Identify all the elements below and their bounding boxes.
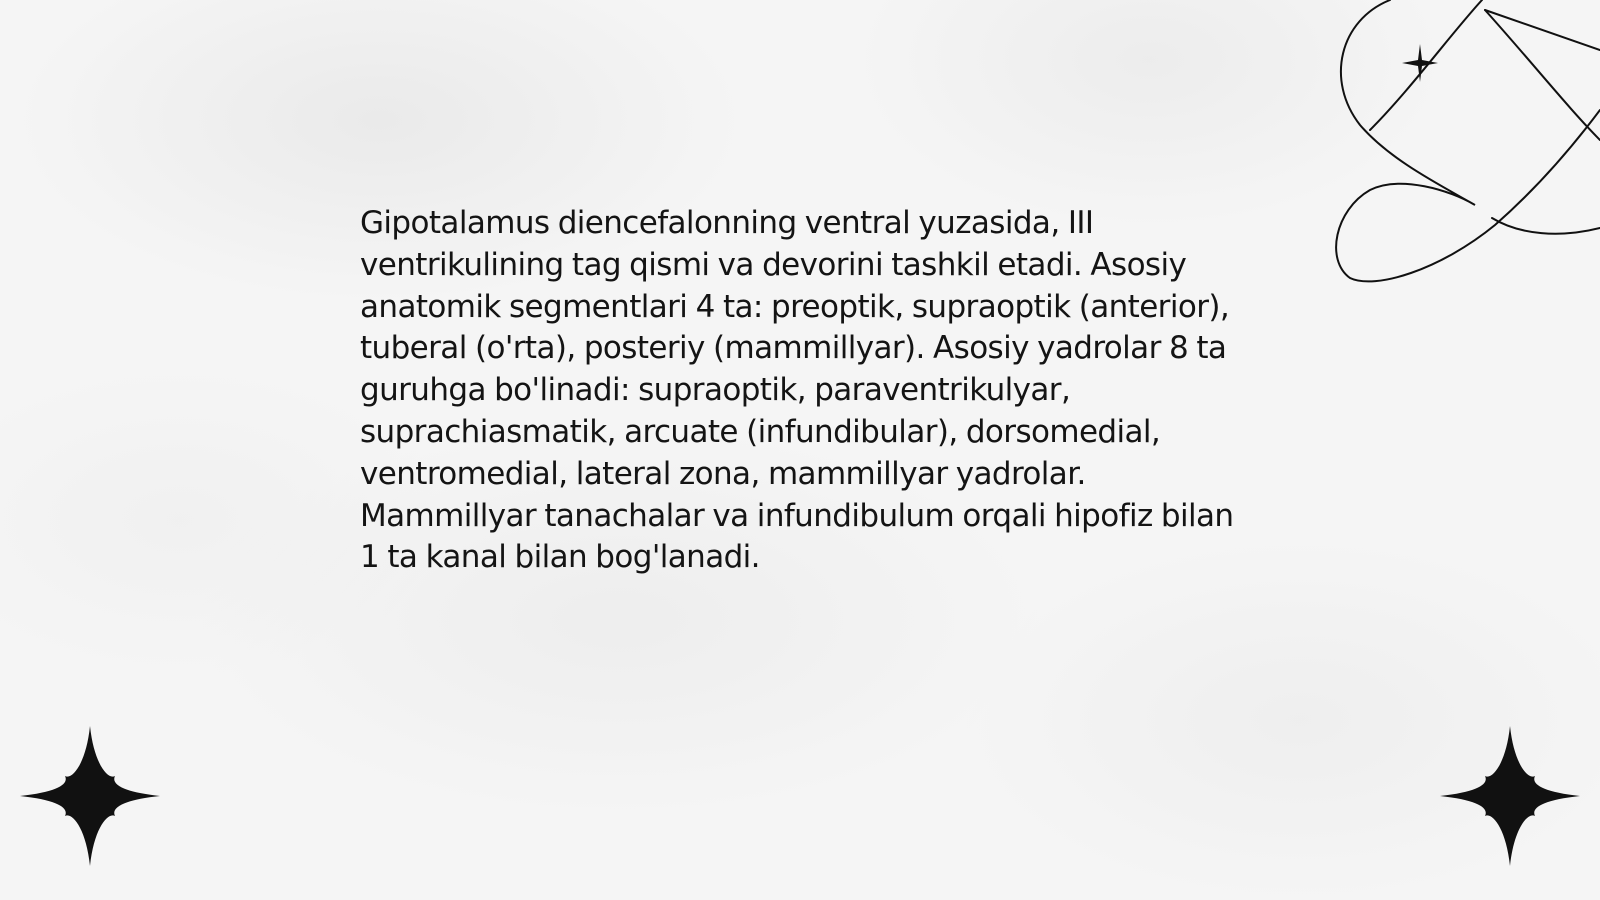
- slide-body-text: Gipotalamus diencefalonning ventral yuzasida, III ventrikulining tag qismi va devorini tashkil etadi. Asosiy anatomik segmentlari 4 ta: preoptik, supraoptik (anterior), tuberal (o'rta), posteriy (mammillyar). Asosiy yadrolar 8 ta guruhga bo'linadi: supraoptik, paraventrikulyar, suprachiasmatik, arcuate (infundibular), dorsomedial, ventromedial, lateral zona, mammillyar yadrolar. Mammillyar tanachalar va infundibulum orqali hipofiz bilan 1 ta kanal bilan bog'lanadi.: [360, 205, 1234, 576]
- four-point-star-icon: [1440, 726, 1580, 866]
- orbit-lines-icon: [1330, 0, 1600, 290]
- sparkle-icon: [1402, 44, 1438, 82]
- four-point-star-icon: [20, 726, 160, 866]
